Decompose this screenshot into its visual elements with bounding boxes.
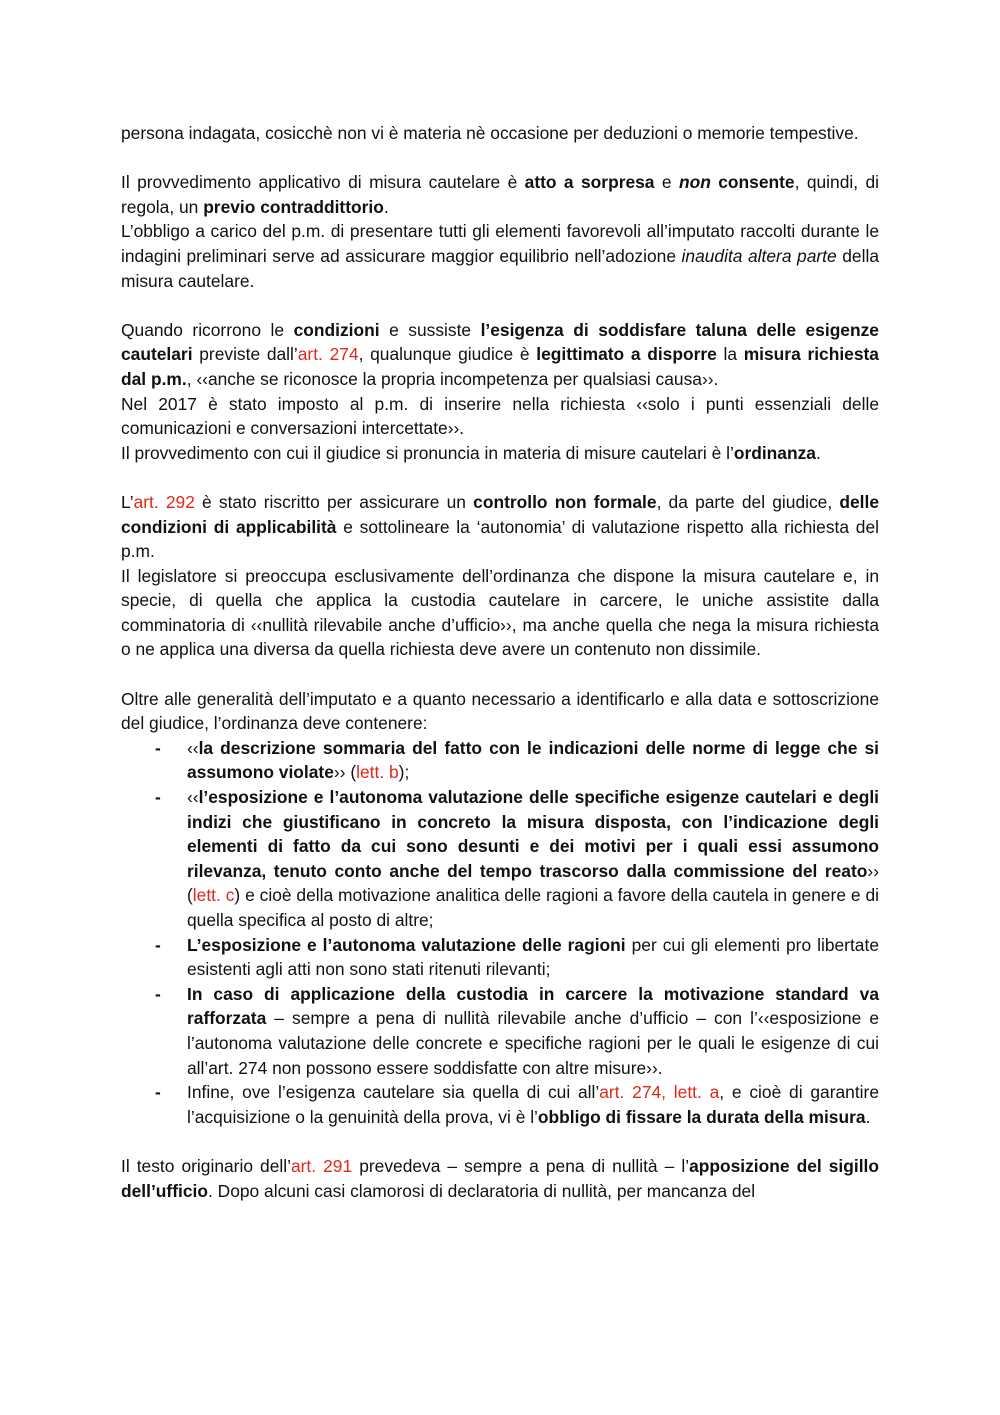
- bold-phrase: condizioni: [293, 319, 380, 340]
- list-text: , e cioè di garantire l’acquisizione o la genuinità della prova, vi è l’: [187, 1082, 879, 1127]
- paragraph-10: [121, 1154, 879, 1203]
- paragraph-gap: [121, 465, 879, 490]
- bold-phrase: apposizione del sigillo dell’ufficio: [121, 1155, 879, 1201]
- bold-phrase: l’esposizione e l’autonoma valutazione delle specifiche esigenze cautelari e degli indizi che giustificano in concreto la misura disposta, con l’indicazione degli elementi di fatto da cui sono desunti e dei motivi per i quali essi assumono rilevanza, tenuto conto anche del tempo trascorso dalla commissione del reato: [187, 787, 879, 881]
- bold-phrase: misura richiesta dal p.m.: [121, 344, 879, 389]
- paragraph-text: , qualunque giudice è: [358, 344, 537, 365]
- paragraph-gap: [121, 293, 879, 318]
- paragraph-text: e: [654, 172, 679, 193]
- paragraph-text: Il provvedimento con cui il giudice si pronuncia in materia di misure cautelari è l’: [121, 442, 734, 463]
- article-reference-link[interactable]: art. 292: [133, 491, 195, 512]
- paragraph-gap: [121, 662, 879, 687]
- italic-phrase: inaudita altera parte: [681, 245, 837, 266]
- paragraph-text: prevedeva – sempre a pena di nullità – l’: [352, 1155, 690, 1176]
- article-reference-link[interactable]: art. 291: [290, 1155, 353, 1176]
- bold-phrase: legittimato a disporre: [536, 344, 717, 365]
- paragraph-3: [121, 219, 879, 293]
- document-body: [121, 121, 879, 1203]
- list-text: ) e cioè della motivazione analitica delle ragioni a favore della cautela in genere e di quella specifica al posto di altre;: [187, 885, 879, 930]
- paragraph-4: [121, 318, 879, 392]
- paragraph-text: Nel 2017 è stato imposto al p.m. di inserire nella richiesta ‹‹solo i punti essenziali delle comunicazioni e conversazioni intercettate››.: [121, 393, 879, 439]
- bold-phrase: In caso di applicazione della custodia in carcere la motivazione standard va rafforzata: [187, 983, 879, 1029]
- paragraph-text: .: [815, 442, 821, 463]
- header-mark: [487, 0, 513, 3]
- bullet-dash: -: [155, 983, 161, 1004]
- paragraph-6: [121, 441, 879, 466]
- paragraph-text: L’obbligo a carico del p.m. di presentare tutti gli elementi favorevoli all’imputato raccolti durante le indagini preliminari serve ad assicurare maggior equilibrio nell’adozione: [121, 221, 879, 266]
- bold-phrase: L’esposizione e l’autonoma valutazione delle ragioni: [187, 934, 626, 955]
- bold-phrase: l’esigenza di soddisfare taluna delle esigenze cautelari: [121, 319, 879, 365]
- paragraph-text: e sussiste: [379, 319, 481, 340]
- list-item: [121, 736, 879, 785]
- letter-reference-link[interactable]: lett. b: [356, 762, 399, 783]
- list-item: [121, 785, 879, 933]
- list-text: );: [398, 762, 410, 783]
- paragraph-1: [121, 121, 879, 146]
- list-text: ›› (: [333, 762, 357, 783]
- bold-italic-phrase: non: [678, 172, 711, 193]
- paragraph-8: [121, 564, 879, 662]
- bold-phrase: consente: [710, 172, 795, 193]
- paragraph-text: , da parte del giudice,: [656, 491, 840, 512]
- bold-phrase: atto a sorpresa: [524, 172, 655, 193]
- paragraph-text: , ‹‹anche se riconosce la propria incompetenza per qualsiasi causa››.: [186, 368, 719, 389]
- paragraph-text: Oltre alle generalità dell’imputato e a quanto necessario a identificarlo e alla data e sottoscrizione del giudice, l’ordinanza deve contenere:: [121, 688, 879, 734]
- bullet-dash: -: [155, 737, 161, 758]
- list-text: per cui gli elementi pro libertate esistenti agli atti non sono stati ritenuti rilevanti;: [187, 934, 879, 980]
- list-text: ‹‹: [187, 737, 199, 758]
- bold-phrase: controllo non formale: [473, 491, 657, 512]
- list-text: – sempre a pena di nullità rilevabile anche d’ufficio – con l’‹‹esposizione e l’autonoma valutazione delle concrete e specifiche ragioni per le quali le esigenze di cui all’art. 274 non possono essere soddisfatte con altre misure››.: [187, 1008, 879, 1078]
- list-item: [121, 933, 879, 982]
- list-text: Infine, ove l’esigenza cautelare sia quella di cui all’: [187, 1082, 600, 1103]
- paragraph-text: Il provvedimento applicativo di misura cautelare è: [121, 172, 525, 193]
- paragraph-text: è stato riscritto per assicurare un: [194, 491, 474, 512]
- bold-phrase: previo contraddittorio: [203, 196, 384, 217]
- paragraph-text: persona indagata, cosicchè non vi è materia nè occasione per deduzioni o memorie tempestive.: [121, 123, 859, 143]
- article-reference-link[interactable]: art. 274: [297, 344, 359, 365]
- bold-phrase: la descrizione sommaria del fatto con le indicazioni delle norme di legge che si assumono violate: [187, 737, 879, 783]
- article-reference-link[interactable]: art. 274, lett. a: [599, 1082, 720, 1103]
- paragraph-text: previste dall’: [192, 344, 298, 365]
- bullet-dash: -: [155, 934, 161, 955]
- bold-phrase: obbligo di fissare la durata della misura: [537, 1106, 866, 1127]
- paragraph-text: la: [716, 344, 744, 365]
- bold-phrase: delle condizioni di applicabilità: [121, 491, 879, 537]
- paragraph-text: Quando ricorrono le: [121, 319, 294, 340]
- list-text: .: [865, 1106, 871, 1127]
- paragraph-text: della misura cautelare.: [121, 245, 879, 291]
- paragraph-7: [121, 490, 879, 564]
- list-text: ‹‹: [187, 787, 199, 808]
- paragraph-text: Il testo originario dell’: [121, 1155, 291, 1176]
- list-item: [121, 982, 879, 1080]
- list-text: ›› (: [187, 860, 879, 906]
- paragraph-text: L’: [121, 491, 134, 512]
- letter-reference-link[interactable]: lett. c: [192, 885, 235, 906]
- bullet-dash: -: [155, 1082, 161, 1103]
- paragraph-text: .: [383, 196, 389, 217]
- paragraph-5: [121, 392, 879, 441]
- paragraph-gap: [121, 146, 879, 171]
- paragraph-gap: [121, 1129, 879, 1154]
- paragraph-9: [121, 687, 879, 736]
- bold-phrase: ordinanza: [733, 442, 816, 463]
- paragraph-text: Il legislatore si preoccupa esclusivamente dell’ordinanza che dispone la misura cautelare e, in specie, di quella che applica la custodia cautelare in carcere, le uniche assistite dalla comminatoria di ‹‹nullità rilevabile anche d’ufficio››, ma anche quella che nega la misura richiesta o ne applica una diversa da quella richiesta deve avere un contenuto non dissimile.: [121, 565, 879, 660]
- list-item: [121, 1080, 879, 1129]
- paragraph-text: , quindi, di regola, un: [121, 172, 880, 217]
- paragraph-2: [121, 170, 879, 219]
- paragraph-text: . Dopo alcuni casi clamorosi di declaratoria di nullità, per mancanza del: [207, 1180, 756, 1201]
- bullet-dash: -: [155, 787, 161, 808]
- paragraph-text: e sottolineare la ‘autonomia’ di valutazione rispetto alla richiesta del p.m.: [121, 516, 879, 562]
- requirements-list: [121, 736, 879, 1130]
